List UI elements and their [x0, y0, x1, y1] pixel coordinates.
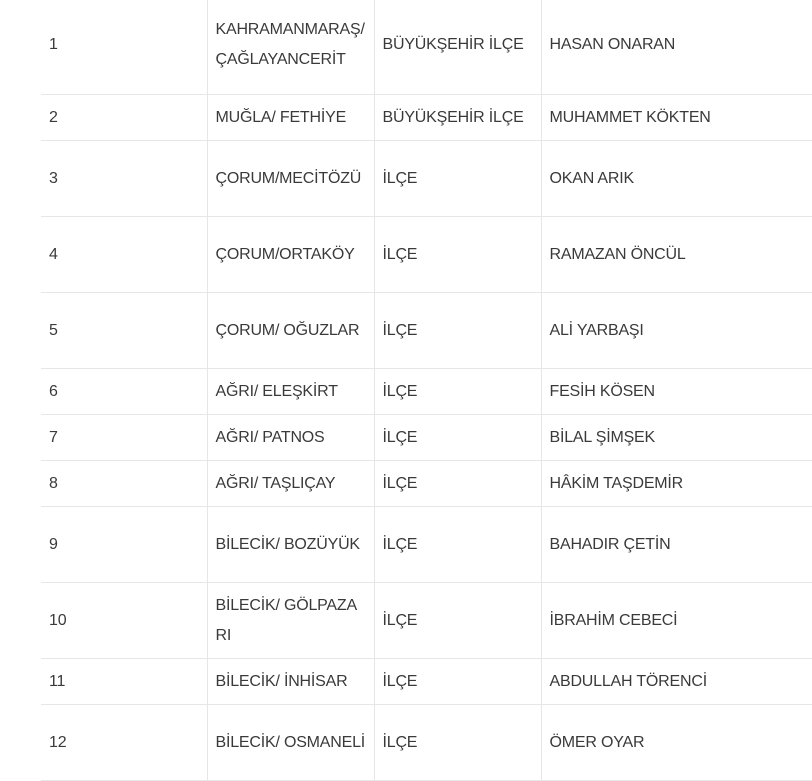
candidate-name-cell: ABDULLAH TÖRENCİ	[541, 659, 812, 705]
table-row	[41, 217, 812, 293]
row-number-cell: 10	[41, 583, 207, 659]
table-row	[41, 293, 812, 369]
table-row	[41, 95, 812, 141]
municipality-type-cell: İLÇE	[374, 415, 541, 461]
candidate-name-cell: MUHAMMET KÖKTEN	[541, 95, 812, 141]
province-district-cell: BİLECİK/ İNHİSAR	[207, 659, 374, 705]
municipality-type-cell: İLÇE	[374, 583, 541, 659]
municipality-type-cell: BÜYÜKŞEHİR İLÇE	[374, 95, 541, 141]
row-number-cell: 6	[41, 369, 207, 415]
table-row	[41, 141, 812, 217]
candidate-name-cell: OKAN ARIK	[541, 141, 812, 217]
province-district-cell: KAHRAMANMARAŞ/ ÇAĞLAYANCERİT	[207, 0, 374, 95]
mayor-table	[41, 0, 812, 781]
municipality-type-cell: İLÇE	[374, 369, 541, 415]
row-number-cell: 1	[41, 0, 207, 95]
province-district-cell: ÇORUM/MECİTÖZÜ	[207, 141, 374, 217]
row-number-cell: 12	[41, 705, 207, 781]
row-number-cell: 11	[41, 659, 207, 705]
table-row	[41, 659, 812, 705]
table-row	[41, 507, 812, 583]
row-number-cell: 8	[41, 461, 207, 507]
municipality-type-cell: İLÇE	[374, 507, 541, 583]
candidate-name-cell: HÂKİM TAŞDEMİR	[541, 461, 812, 507]
table-row	[41, 369, 812, 415]
province-district-cell: BİLECİK/ GÖLPAZARI	[207, 583, 374, 659]
candidate-name-cell: ALİ YARBAŞI	[541, 293, 812, 369]
municipality-type-cell: İLÇE	[374, 293, 541, 369]
mayor-table-container	[41, 0, 812, 781]
province-district-cell: ÇORUM/ORTAKÖY	[207, 217, 374, 293]
municipality-type-cell: İLÇE	[374, 141, 541, 217]
municipality-type-cell: İLÇE	[374, 217, 541, 293]
province-district-cell: ÇORUM/ OĞUZLAR	[207, 293, 374, 369]
table-row	[41, 583, 812, 659]
row-number-cell: 9	[41, 507, 207, 583]
row-number-cell: 5	[41, 293, 207, 369]
row-number-cell: 2	[41, 95, 207, 141]
municipality-type-cell: İLÇE	[374, 659, 541, 705]
candidate-name-cell: İBRAHİM CEBECİ	[541, 583, 812, 659]
municipality-type-cell: BÜYÜKŞEHİR İLÇE	[374, 0, 541, 95]
table-row	[41, 0, 812, 95]
row-number-cell: 7	[41, 415, 207, 461]
province-district-cell: AĞRI/ ELEŞKİRT	[207, 369, 374, 415]
row-number-cell: 4	[41, 217, 207, 293]
table-row	[41, 705, 812, 781]
candidate-name-cell: BAHADIR ÇETİN	[541, 507, 812, 583]
table-row	[41, 415, 812, 461]
province-district-cell: MUĞLA/ FETHİYE	[207, 95, 374, 141]
candidate-name-cell: ÖMER OYAR	[541, 705, 812, 781]
candidate-name-cell: RAMAZAN ÖNCÜL	[541, 217, 812, 293]
candidate-name-cell: HASAN ONARAN	[541, 0, 812, 95]
municipality-type-cell: İLÇE	[374, 461, 541, 507]
candidate-name-cell: FESİH KÖSEN	[541, 369, 812, 415]
row-number-cell: 3	[41, 141, 207, 217]
province-district-cell: BİLECİK/ BOZÜYÜK	[207, 507, 374, 583]
province-district-cell: AĞRI/ TAŞLIÇAY	[207, 461, 374, 507]
table-row	[41, 461, 812, 507]
province-district-cell: AĞRI/ PATNOS	[207, 415, 374, 461]
province-district-cell: BİLECİK/ OSMANELİ	[207, 705, 374, 781]
municipality-type-cell: İLÇE	[374, 705, 541, 781]
candidate-name-cell: BİLAL ŞİMŞEK	[541, 415, 812, 461]
